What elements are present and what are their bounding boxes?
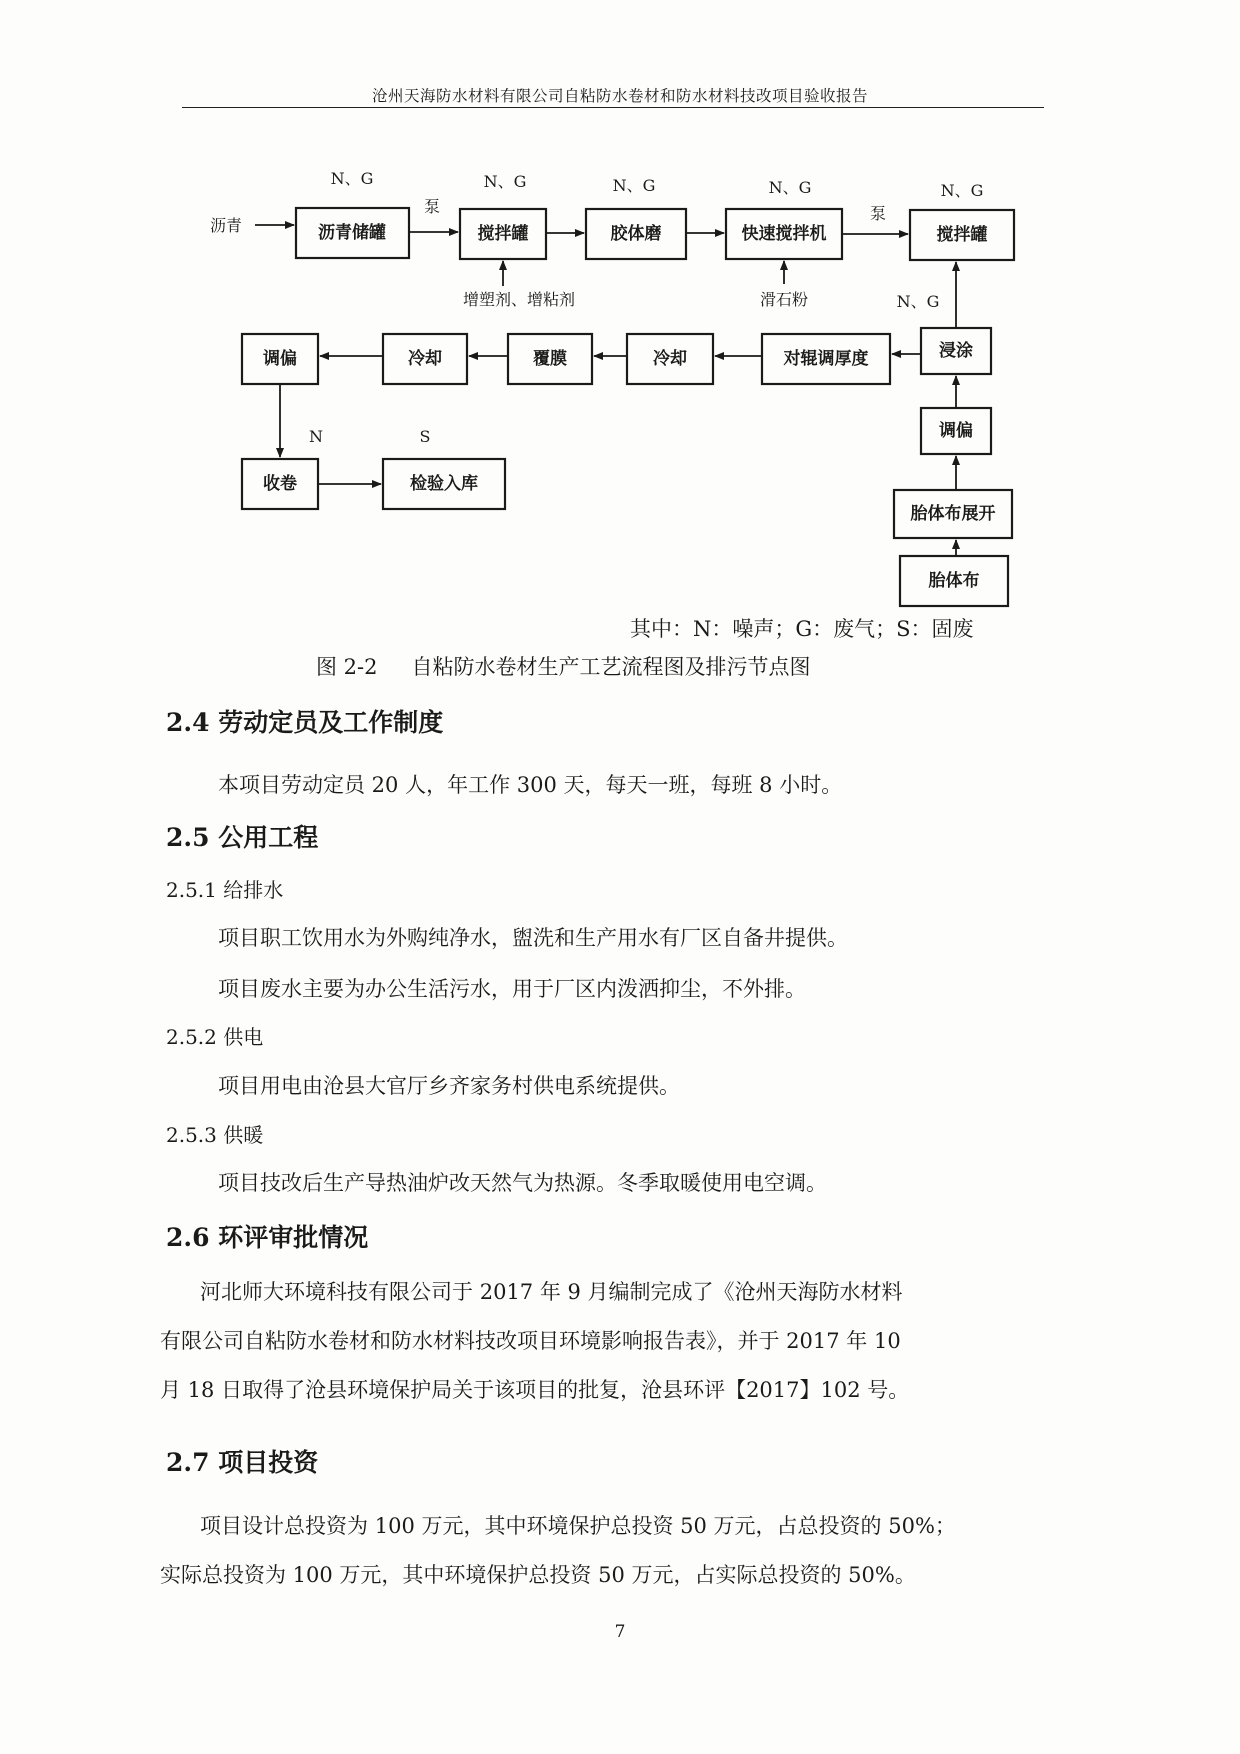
node-winding-label: 收卷: [263, 474, 297, 494]
section-2-4-text: 本项目劳动定员 20 人，年工作 300 天，每天一班，每班 8 小时。: [218, 773, 843, 797]
section-2-5-2-heading: 2.5.2 供电: [166, 1025, 264, 1049]
emission-label-inspect: S: [419, 427, 431, 446]
section-2-5-1-p2: 项目废水主要为办公生活污水，用于厂区内泼洒抑尘，不外排。: [218, 977, 806, 1001]
figure-number: 图 2-2: [316, 655, 378, 679]
emission-label-winding: N: [309, 427, 323, 446]
node-adjust-1-label: 调偏: [263, 349, 297, 369]
node-film-label: 覆膜: [533, 349, 567, 369]
section-2-5-3-heading: 2.5.3 供暖: [166, 1123, 264, 1147]
emission-label-mixer1: N、G: [483, 172, 527, 191]
node-carcass-unroll-label: 胎体布展开: [910, 504, 996, 524]
node-colloid-mill-label: 胶体磨: [610, 224, 662, 244]
section-2-4-heading: 2.4 劳动定员及工作制度: [166, 708, 444, 737]
running-header: 沧州天海防水材料有限公司自粘防水卷材和防水材料技改项目验收报告: [371, 87, 868, 105]
emission-label-mixer2: N、G: [940, 181, 984, 200]
section-2-6-line: 有限公司自粘防水卷材和防水材料技改项目环境影响报告表》，并于 2017 年 10: [160, 1329, 901, 1353]
node-mixer-1-label: 搅拌罐: [477, 224, 529, 244]
node-carcass-label: 胎体布: [928, 571, 980, 591]
section-2-7-text: [160, 1502, 1032, 1600]
section-2-7-line: 实际总投资为 100 万元，其中环境保护总投资 50 万元，占实际总投资的 50%。: [160, 1563, 916, 1587]
section-2-6-text: [160, 1268, 1032, 1415]
node-mixer-2-label: 搅拌罐: [936, 225, 988, 245]
pump-label-2: 泵: [869, 204, 887, 223]
figure-caption: [316, 651, 811, 681]
flowchart-legend: 其中：N：噪声；G：废气；S：固废: [630, 617, 974, 641]
emission-label-fast: N、G: [768, 178, 812, 197]
node-dip-coat-label: 浸涂: [939, 341, 973, 361]
section-2-5-1-p1: 项目职工饮用水为外购纯净水，盥洗和生产用水有厂区自备井提供。: [218, 926, 848, 950]
emission-label-tank: N、G: [330, 169, 374, 188]
section-2-5-1-heading: 2.5.1 给排水: [166, 878, 284, 902]
section-2-6-line: 河北师大环境科技有限公司于 2017 年 9 月编制完成了《沧州天海防水材料: [160, 1280, 903, 1304]
emission-label-dip: N、G: [896, 292, 940, 311]
section-2-7-heading: 2.7 项目投资: [166, 1448, 319, 1477]
node-adjust-2-label: 调偏: [939, 421, 973, 441]
node-fast-mixer-label: 快速搅拌机: [741, 224, 827, 244]
talc-label: 滑石粉: [759, 290, 809, 309]
section-2-5-3-p1: 项目技改后生产导热油炉改天然气为热源。冬季取暖使用电空调。: [218, 1171, 827, 1195]
section-2-5-2-p1: 项目用电由沧县大官厅乡齐家务村供电系统提供。: [218, 1074, 680, 1098]
section-2-6-line: 月 18 日取得了沧县环境保护局关于该项目的批复，沧县环评【2017】102 号。: [160, 1378, 910, 1402]
section-2-7-line: 项目设计总投资为 100 万元，其中环境保护总投资 50 万元，占总投资的 50%；: [160, 1514, 956, 1538]
section-2-5-heading: 2.5 公用工程: [166, 823, 319, 852]
input-asphalt-label: 沥青: [210, 216, 243, 235]
additives-label: 增塑剂、增粘剂: [462, 290, 576, 309]
process-flowchart: [0, 0, 1240, 640]
figure-title: 自粘防水卷材生产工艺流程图及排污节点图: [411, 655, 811, 679]
node-asphalt-tank-label: 沥青储罐: [318, 223, 386, 243]
pump-label-1: 泵: [423, 197, 441, 216]
emission-label-mill: N、G: [612, 176, 656, 195]
node-cool-2-label: 冷却: [408, 349, 442, 369]
node-inspect-label: 检验入库: [410, 474, 478, 494]
page-number: 7: [614, 1622, 626, 1642]
section-2-6-heading: 2.6 环评审批情况: [166, 1223, 369, 1252]
node-roll-thickness-label: 对辊调厚度: [783, 349, 869, 369]
node-cool-1-label: 冷却: [653, 349, 687, 369]
